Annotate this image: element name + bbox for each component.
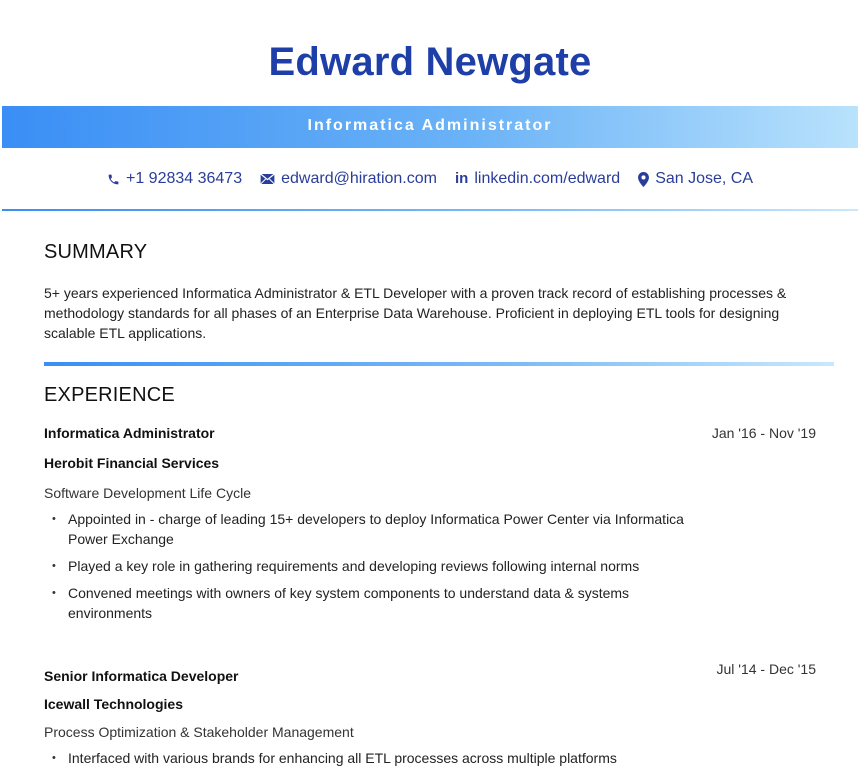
title-banner [2, 106, 858, 148]
linkedin-icon: in [454, 170, 469, 187]
bullet-item: • Appointed in - charge of leading 15+ developers to deploy Informatica Power Center via Informatica Power Exchange [44, 509, 708, 549]
candidate-name: Edward Newgate [268, 40, 592, 84]
location-text: San Jose, CA [655, 170, 754, 187]
job-dates: Jul '14 - Dec '15 [716, 661, 816, 677]
summary-heading: SUMMARY [44, 241, 148, 263]
job-focus: Software Development Life Cycle [44, 485, 251, 501]
bullet-item: • Convened meetings with owners of key system components to understand data & systems environments [44, 583, 708, 623]
phone-icon [107, 173, 120, 186]
contact-email [260, 170, 437, 188]
bullet-item: • Played a key role in gathering requirements and developing reviews following internal norms [44, 556, 768, 576]
job-company: Icewall Technologies [44, 696, 184, 712]
phone-number[interactable]: +1 92834 36473 [125, 170, 243, 187]
linkedin-url[interactable]: linkedin.com/edward [474, 170, 621, 187]
job-focus: Process Optimization & Stakeholder Management [44, 724, 354, 740]
job-entry [44, 423, 816, 630]
job-company: Herobit Financial Services [44, 455, 220, 471]
map-pin-icon [638, 172, 649, 187]
job-entry [44, 661, 816, 775]
job-dates: Jan '16 - Nov '19 [711, 425, 816, 441]
email-address[interactable]: edward@hiration.com [281, 170, 437, 187]
envelope-icon [260, 173, 275, 185]
job-role: Informatica Administrator [44, 425, 215, 441]
job-bullets [44, 509, 816, 623]
summary-text: 5+ years experienced Informatica Administrator & ETL Developer with a proven track record of establishing processes & methodology standards for all phases of an Enterprise Data Warehouse. Proficient in deploying ETL tools for designing scalable ETL applications. [44, 285, 787, 341]
contact-divider [2, 209, 858, 211]
contact-bar [0, 170, 860, 188]
job-role: Senior Informatica Developer [44, 668, 239, 684]
job-bullets [44, 748, 816, 768]
experience-heading: EXPERIENCE [44, 384, 175, 406]
contact-phone [107, 170, 242, 188]
contact-linkedin [455, 170, 620, 188]
job-title: Informatica Administrator [307, 117, 553, 134]
bullet-item: • Interfaced with various brands for enhancing all ETL processes across multiple platforms [44, 748, 768, 768]
section-divider [44, 362, 834, 366]
contact-location [638, 170, 753, 188]
